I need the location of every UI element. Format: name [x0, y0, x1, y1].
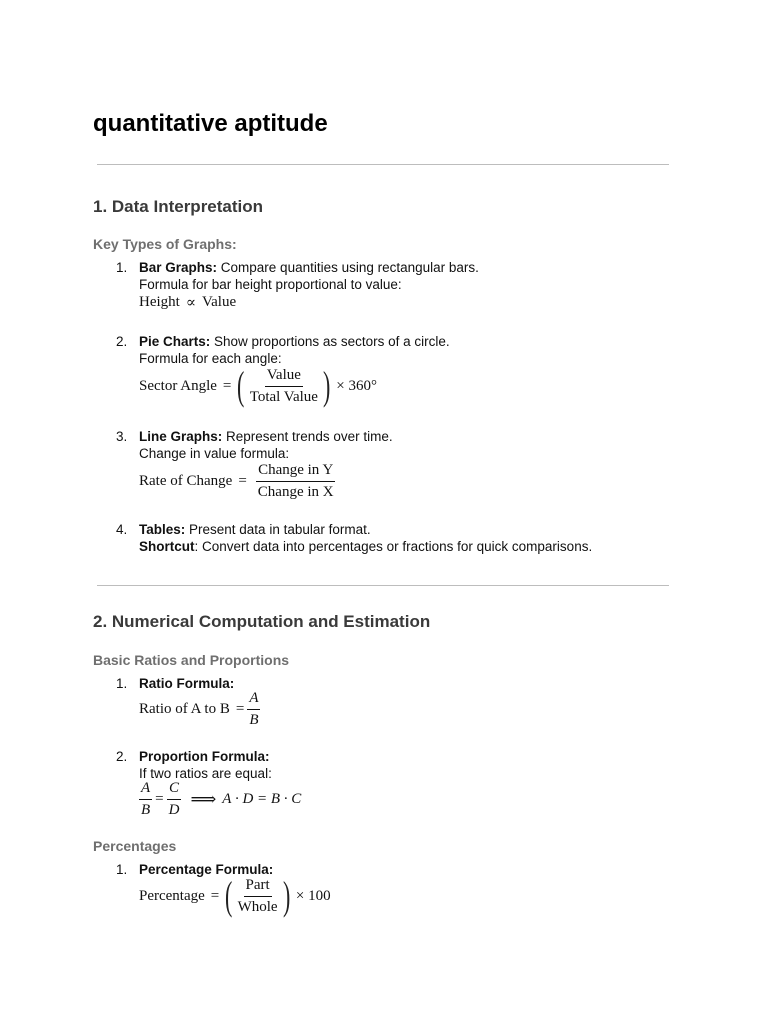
divider [97, 585, 669, 586]
denominator: Whole [237, 898, 278, 915]
math-tail: × 360° [336, 377, 377, 394]
math-equals: = [235, 701, 245, 717]
shortcut-label: Shortcut [139, 539, 195, 554]
numerator: A [139, 780, 152, 800]
numerator: Value [265, 367, 303, 387]
math-lhs: Height [139, 294, 180, 310]
math-equals: = [238, 473, 247, 489]
item-line2: Change in value formula: [139, 446, 290, 461]
section-heading-numerical-computation: 2. Numerical Computation and Estimation [93, 612, 431, 631]
implies-arrow: ⟹ [190, 789, 217, 809]
formula-sector-angle [139, 363, 377, 408]
fraction [236, 877, 280, 916]
right-paren: ) [322, 363, 331, 408]
item-line2: Formula for bar height proportional to value: [139, 277, 402, 292]
math-lhs: Ratio of A to B [139, 701, 230, 717]
item-label: Proportion Formula: [139, 749, 270, 764]
item-label: Pie Charts: [139, 334, 211, 349]
math-rhs: Value [201, 294, 237, 310]
fraction [256, 462, 336, 501]
numerator: Change in Y [256, 462, 335, 482]
denominator: B [249, 712, 259, 728]
item-text: Represent trends over time. [222, 429, 393, 444]
denominator: B [141, 802, 151, 818]
left-paren: ( [225, 873, 233, 918]
list-number: 1. [116, 676, 128, 691]
math-lhs: Rate of Change [139, 473, 233, 489]
math-equals: = [155, 791, 164, 807]
item-label: Line Graphs: [139, 429, 223, 444]
subheading-key-types: Key Types of Graphs: [93, 236, 237, 252]
fraction [248, 367, 320, 406]
divider [97, 164, 669, 165]
list-number: 1. [116, 260, 128, 275]
math-lhs: Sector Angle [139, 377, 217, 394]
math-proportional: ∝ [185, 295, 196, 311]
right-paren: ) [282, 873, 290, 918]
math-tail: × 100 [295, 887, 331, 904]
shortcut-text: : Convert data into percentages or fractions for quick comparisons. [194, 539, 593, 554]
formula-bar-height [139, 293, 236, 312]
math-equals: = [222, 377, 232, 394]
fraction-c-d [167, 780, 182, 819]
numerator: A [247, 690, 260, 710]
formula-ratio [139, 690, 263, 729]
item-text: Compare quantities using rectangular bars. [217, 260, 479, 275]
page-title: quantitative aptitude [93, 110, 328, 137]
list-number: 2. [116, 749, 128, 764]
list-number: 4. [116, 522, 128, 537]
list-number: 1. [116, 862, 128, 877]
math-rhs: A · D = B · C [222, 791, 302, 807]
formula-proportion [136, 780, 301, 819]
section-heading-data-interpretation: 1. Data Interpretation [93, 197, 264, 216]
numerator: C [167, 780, 181, 800]
item-label: Tables: [139, 522, 186, 537]
item-label: Bar Graphs: [139, 260, 218, 275]
denominator: Total Value [249, 388, 318, 405]
list-number: 3. [116, 429, 128, 444]
formula-rate-of-change [139, 462, 339, 501]
item-label: Percentage Formula: [139, 862, 274, 877]
subheading-ratios-proportions: Basic Ratios and Proportions [93, 652, 290, 668]
item-line2: Formula for each angle: [139, 351, 282, 366]
denominator: Change in X [257, 484, 334, 500]
fraction-a-b [139, 780, 152, 819]
numerator: Part [244, 877, 272, 897]
left-paren: ( [237, 363, 245, 408]
item-line2: If two ratios are equal: [139, 766, 272, 781]
item-label: Ratio Formula: [139, 676, 235, 691]
formula-percentage [139, 873, 331, 918]
list-number: 2. [116, 334, 128, 349]
subheading-percentages: Percentages [93, 838, 177, 854]
item-text: Present data in tabular format. [185, 522, 371, 537]
item-text: Show proportions as sectors of a circle. [210, 334, 450, 349]
fraction [247, 690, 260, 729]
math-lhs: Percentage [139, 887, 205, 904]
denominator: D [168, 802, 180, 818]
math-equals: = [210, 887, 220, 904]
